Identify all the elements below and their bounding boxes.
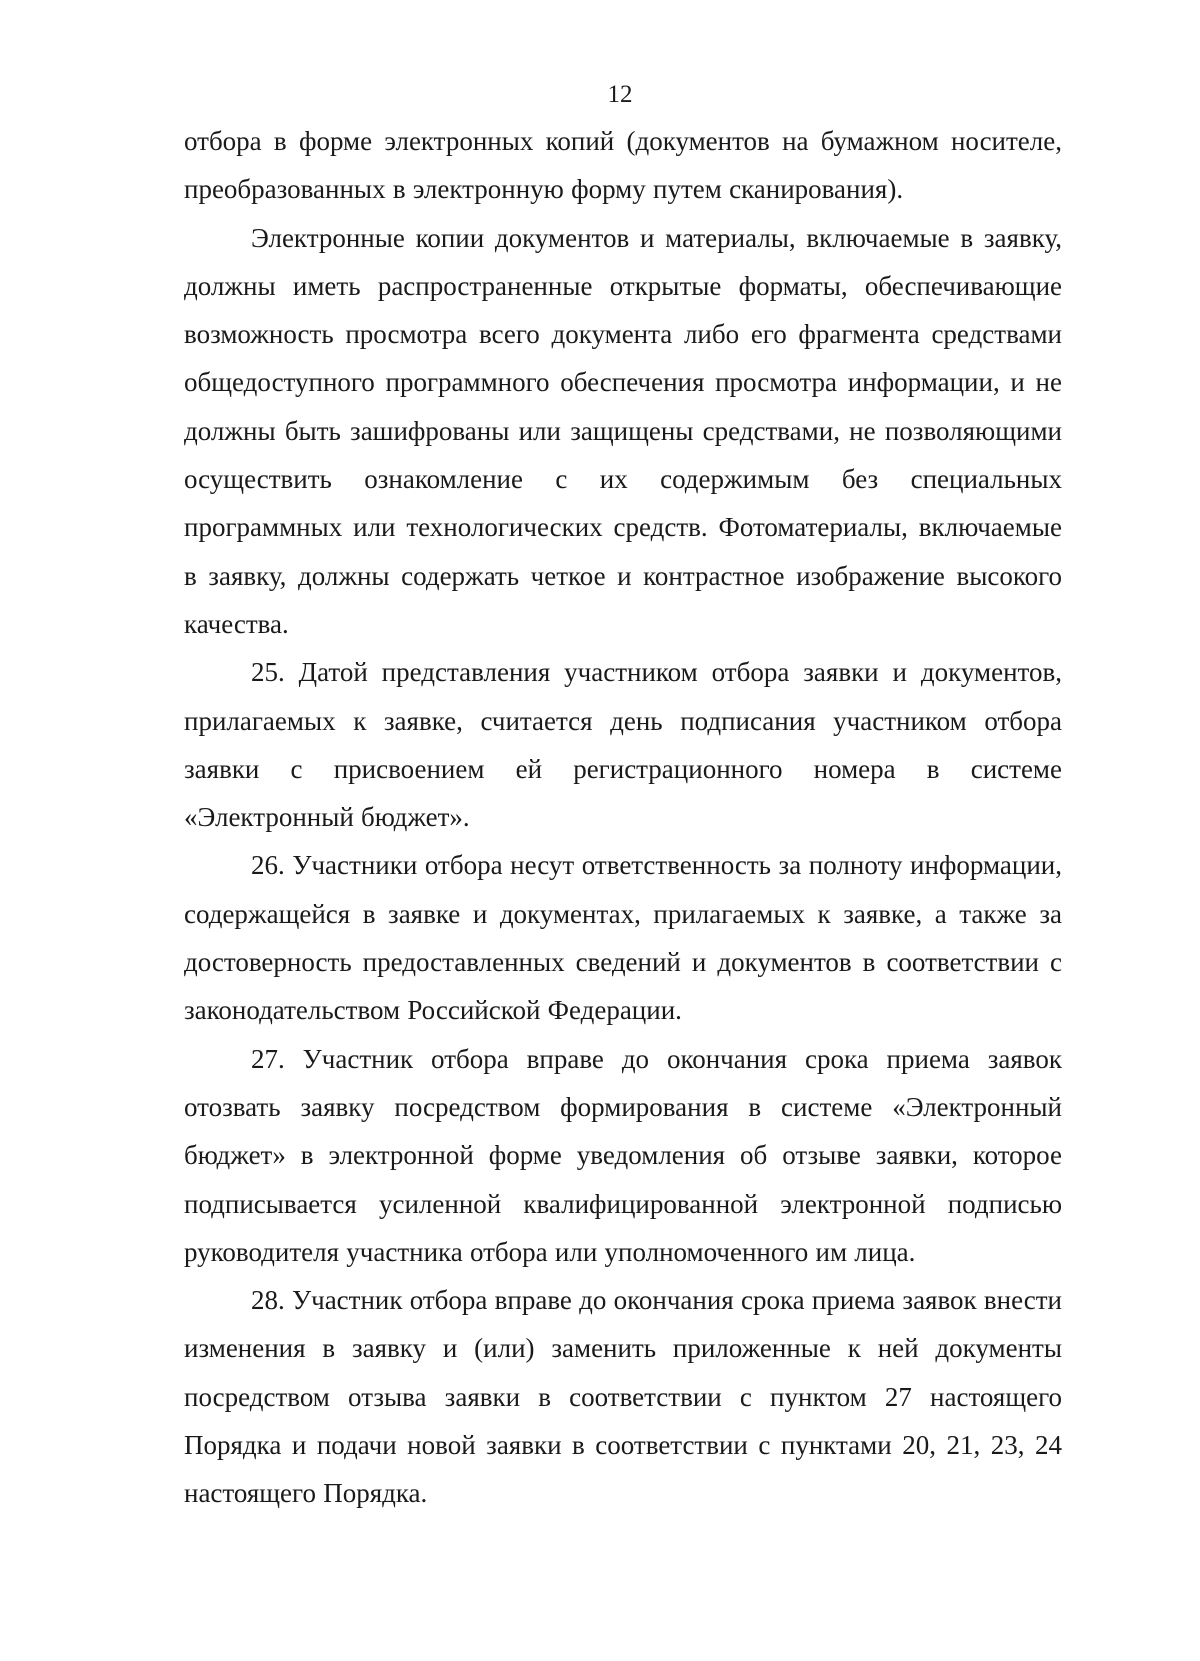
page-number: 12 (607, 81, 633, 108)
paragraph-clause-25: 25. Датой представления участником отбора заявки и документов, прилагаемых к заявке, считается день подписания участником отбора заявки с присвоением ей регистрационного номера в системе «Электронный бюджет». (184, 657, 1062, 833)
document-body (184, 117, 1062, 1518)
paragraph-clause-27: 27. Участник отбора вправе до окончания срока приема заявок отозвать заявку посредством формирования в системе «Электронный бюджет» в электронной форме уведомления об отзыве заявки, которое подписывается усиленной квалифицированной электронной подписью руководителя участника отбора или уполномоченного им лица. (184, 1043, 1062, 1267)
paragraph-clause-28: 28. Участник отбора вправе до окончания срока приема заявок внести изменения в заявку и (или) заменить приложенные к ней документы посредством отзыва заявки в соответствии с пунктом 27 настоящего Порядка и подачи новой заявки в соответствии с пунктами 20, 21, 23, 24 настоящего Порядка. (184, 1285, 1062, 1509)
paragraph-clause-26: 26. Участники отбора несут ответственность за полноту информации, содержащейся в заявке и документах, прилагаемых к заявке, а также за достоверность предоставленных сведений и документов в соответствии с законодательством Российской Федерации. (184, 850, 1062, 1026)
paragraph-electronic-copies: Электронные копии документов и материалы, включаемые в заявку, должны иметь распространенные открытые форматы, обеспечивающие возможность просмотра всего документа либо его фрагмента средствами общедоступного программного обеспечения просмотра информации, и не должны быть зашифрованы или защищены средствами, не позволяющими осуществить ознакомление с их содержимым без специальных программных или технологических средств. Фотоматериалы, включаемые в заявку, должны содержать четкое и контрастное изображение высокого качества. (184, 222, 1062, 639)
paragraph-continuation: отбора в форме электронных копий (документов на бумажном носителе, преобразованных в электронную форму путем сканирования). (184, 126, 1062, 205)
